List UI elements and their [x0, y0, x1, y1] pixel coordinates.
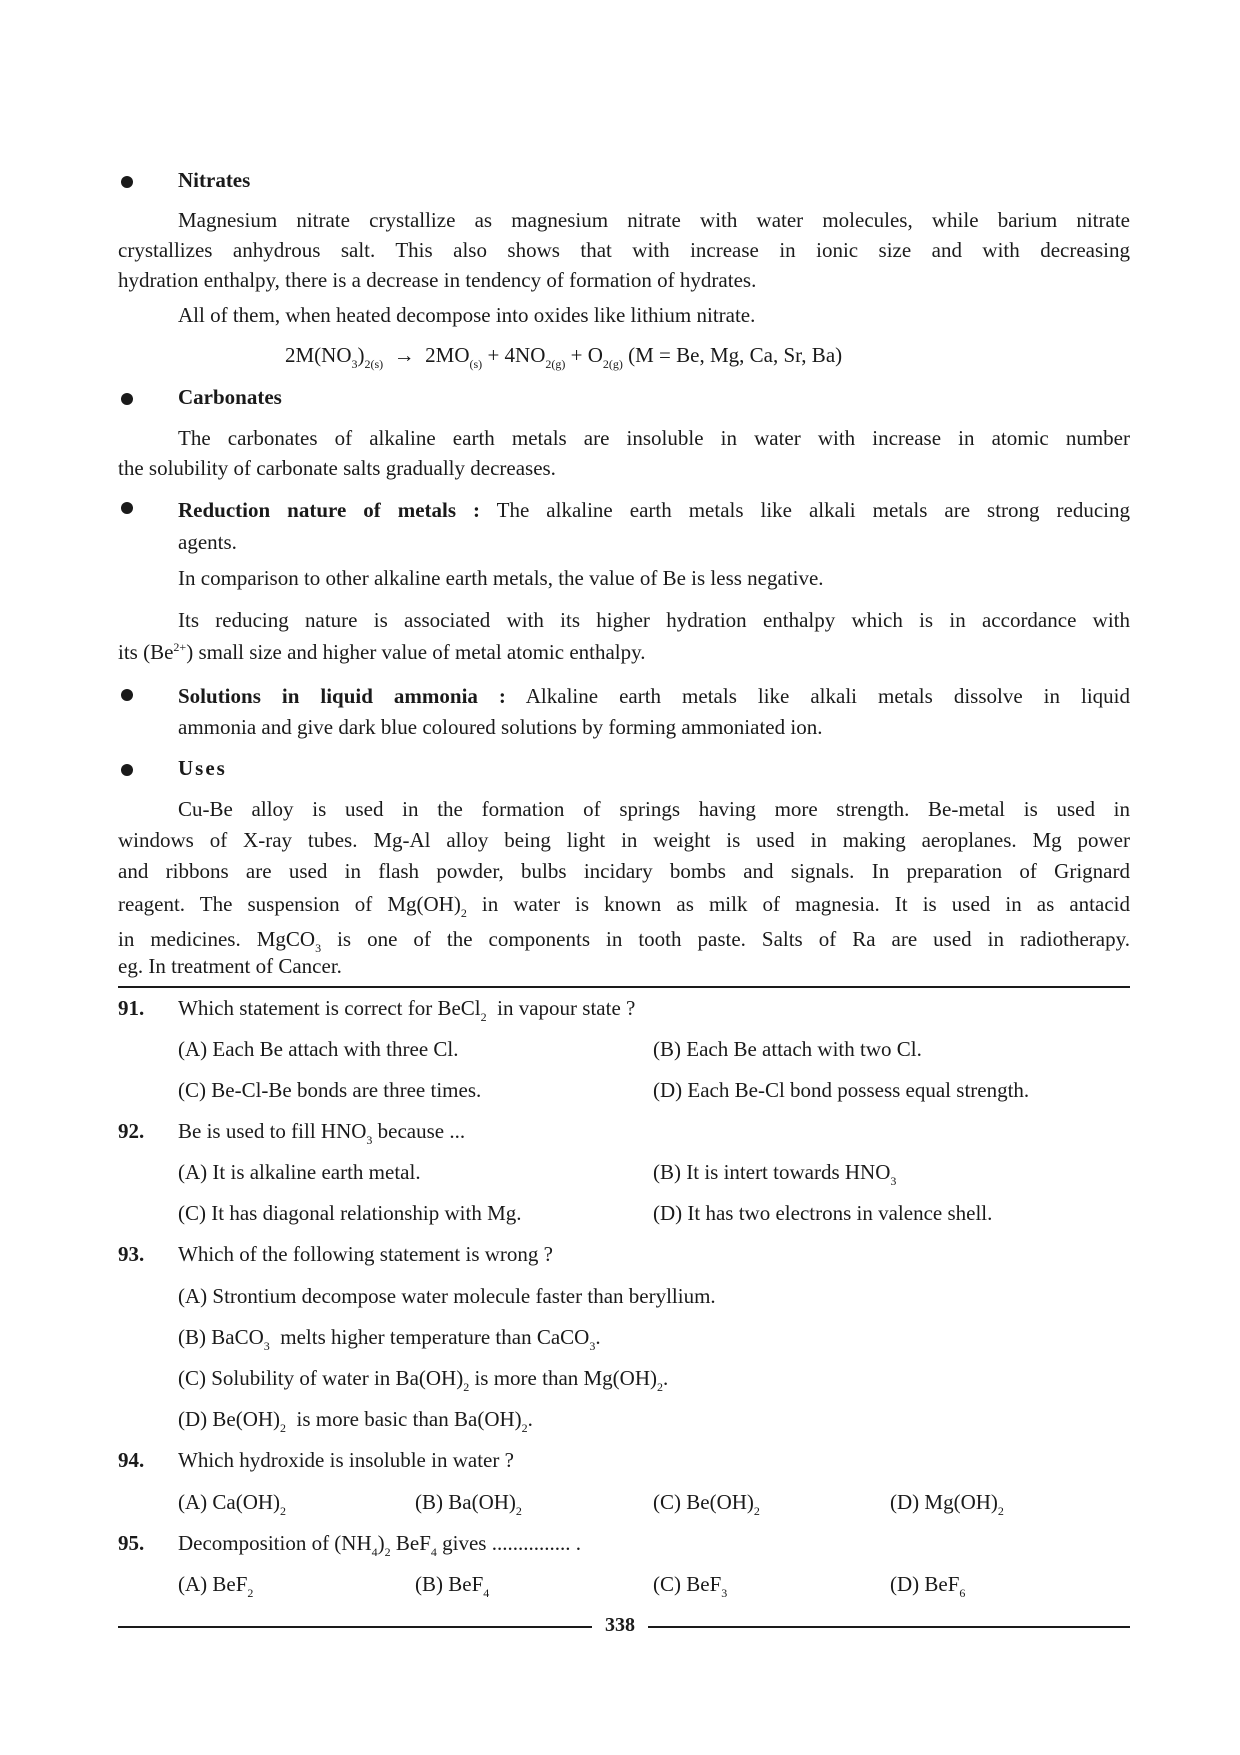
reduction-paragraph-2: In comparison to other alkaline earth metals, the value of Be is less negative. [178, 566, 824, 590]
text-part: BeF [395, 1531, 431, 1555]
subscript: 2 [997, 1504, 1004, 1518]
text-part: ) small size and higher value of metal atomic enthalpy. [186, 640, 646, 664]
text-line: eg. In treatment of Cancer. [118, 954, 342, 978]
subscript: 2 [280, 1421, 287, 1435]
option-d[interactable]: (D) It has two electrons in valence shell. [653, 1201, 993, 1225]
eq-part: (M = Be, Mg, Ca, Sr, Ba) [628, 343, 843, 367]
text-line: Its reducing nature is associated with its higher hydration enthalpy which is in accordance with [178, 608, 1130, 632]
subscript: 4 [371, 1545, 378, 1559]
option-c[interactable] [653, 1490, 760, 1518]
eq-sub: 2(s) [364, 357, 384, 371]
text-part: its (Be [118, 640, 174, 664]
text-line: the solubility of carbonate salts gradually decreases. [118, 456, 556, 480]
nitrates-paragraph-2: All of them, when heated decompose into oxides like lithium nitrate. [178, 303, 756, 327]
question-number: 95. [118, 1531, 145, 1555]
option-b[interactable]: (B) Each Be attach with two Cl. [653, 1037, 922, 1061]
eq-sub: 2(g) [545, 357, 566, 371]
text-line: agents. [178, 530, 237, 554]
text-part: is one of the components in tooth paste. Salts of Ra are used in radiotherapy. [337, 927, 1130, 951]
text-part: is more basic than Ba(OH) [296, 1407, 522, 1431]
text-part: (B) BaCO [178, 1325, 264, 1349]
text-line: The alkaline earth metals like alkali metals are strong reducing [496, 498, 1130, 522]
ammonia-paragraph [178, 681, 1130, 743]
text-part: . [595, 1325, 601, 1349]
text-part: (A) BeF [178, 1572, 248, 1596]
heading-nitrates: Nitrates [178, 168, 251, 192]
bullet-icon [121, 502, 133, 514]
subscript: 3 [721, 1586, 728, 1600]
subscript: 3 [315, 941, 322, 955]
eq-part: + O [570, 343, 603, 367]
option-c[interactable] [178, 1366, 669, 1394]
eq-sub: 2(g) [602, 357, 623, 371]
text-line: ammonia and give dark blue coloured solutions by forming ammoniated ion. [178, 715, 823, 739]
text-part: (A) Ca(OH) [178, 1490, 281, 1514]
text-part: reagent. The suspension of Mg(OH) [118, 892, 461, 916]
option-a[interactable]: (A) Strontium decompose water molecule faster than beryllium. [178, 1284, 716, 1308]
text-line: Alkaline earth metals like alkali metals dissolve in liquid [525, 684, 1130, 708]
footer-rule-right [648, 1626, 1130, 1628]
option-c[interactable] [653, 1572, 728, 1600]
option-d[interactable] [890, 1490, 1004, 1518]
subscript: 2 [657, 1380, 664, 1394]
subscript: 2 [247, 1586, 254, 1600]
question-number: 94. [118, 1448, 145, 1472]
subscript: 2 [460, 906, 467, 920]
eq-part: ) [357, 343, 365, 367]
text-part: (B) Ba(OH) [415, 1490, 516, 1514]
text-part: in water is known as milk of magnesia. It is used in as antacid [481, 892, 1130, 916]
subscript: 6 [959, 1586, 966, 1600]
heading-uses: Uses [178, 756, 227, 780]
reduction-paragraph [178, 494, 1130, 558]
heading-ammonia: Solutions in liquid ammonia : [178, 684, 506, 708]
question-text [178, 1531, 581, 1559]
text-part: (C) BeF [653, 1572, 722, 1596]
question-number: 93. [118, 1242, 145, 1266]
eq-part: 2M(NO [285, 343, 352, 367]
text-part: (B) It is intert towards HNO [653, 1160, 891, 1184]
text-part: (B) BeF [415, 1572, 484, 1596]
reduction-paragraph-3 [118, 604, 1130, 668]
bullet-icon [121, 764, 133, 776]
text-line: Magnesium nitrate crystallize as magnesium nitrate with water molecules, while barium nitrate [178, 208, 1130, 232]
text-part: (C) Be(OH) [653, 1490, 754, 1514]
eq-part: 2MO [425, 343, 470, 367]
option-b[interactable] [415, 1572, 490, 1600]
heading-carbonates: Carbonates [178, 385, 282, 409]
footer-rule-left [118, 1626, 592, 1628]
subscript: 2 [515, 1504, 522, 1518]
question-number: 92. [118, 1119, 145, 1143]
question-text: Which hydroxide is insoluble in water ? [178, 1448, 514, 1472]
option-b[interactable] [415, 1490, 522, 1518]
text-part: is more than Mg(OH) [474, 1366, 658, 1390]
text-part: Which statement is correct for BeCl [178, 996, 481, 1020]
arrow-icon: → [393, 343, 415, 367]
option-a[interactable] [178, 1572, 254, 1600]
page-number: 338 [605, 1614, 635, 1636]
subscript: 2 [521, 1421, 528, 1435]
subscript: 2 [753, 1504, 760, 1518]
text-part: Decomposition of (NH [178, 1531, 372, 1555]
question-number: 91. [118, 996, 145, 1020]
text-part: in vapour state ? [497, 996, 636, 1020]
option-a[interactable]: (A) It is alkaline earth metal. [178, 1160, 421, 1184]
text-part: Be is used to fill HNO [178, 1119, 367, 1143]
option-a[interactable] [178, 1490, 287, 1518]
text-part: in medicines. MgCO [118, 927, 316, 951]
question-text [178, 996, 636, 1024]
text-part: melts higher temperature than CaCO [280, 1325, 590, 1349]
text-line: The carbonates of alkaline earth metals are insoluble in water with increase in atomic number [178, 426, 1130, 450]
option-c[interactable]: (C) It has diagonal relationship with Mg. [178, 1201, 522, 1225]
text-line: windows of X-ray tubes. Mg-Al alloy being light in weight is used in making aeroplanes. Mg power [118, 828, 1130, 852]
subscript: 3 [366, 1133, 373, 1147]
option-d[interactable] [178, 1407, 533, 1435]
text-part: gives ............... . [442, 1531, 581, 1555]
subscript: 2 [280, 1504, 287, 1518]
eq-sub: 3 [351, 357, 358, 371]
text-line: and ribbons are used in flash powder, bulbs incidary bombs and signals. In preparation of Grignard [118, 859, 1130, 883]
text-part: (D) Be(OH) [178, 1407, 281, 1431]
question-text: Which of the following statement is wrong ? [178, 1242, 553, 1266]
subscript: 3 [263, 1339, 270, 1353]
subscript: 3 [890, 1174, 897, 1188]
text-part: because ... [377, 1119, 466, 1143]
subscript: 2 [463, 1380, 470, 1394]
subscript: 4 [430, 1545, 437, 1559]
option-b[interactable] [178, 1325, 601, 1353]
option-b[interactable] [653, 1160, 897, 1188]
text-part: (D) BeF [890, 1572, 960, 1596]
text-line: hydration enthalpy, there is a decrease in tendency of formation of hydrates. [118, 268, 757, 292]
text-part: (D) Mg(OH) [890, 1490, 998, 1514]
text-part: (C) Solubility of water in Ba(OH) [178, 1366, 464, 1390]
subscript: 4 [483, 1586, 490, 1600]
text-line: Cu-Be alloy is used in the formation of springs having more strength. Be-metal is used in [178, 797, 1130, 821]
bullet-icon [121, 393, 133, 405]
eq-part: + 4NO [487, 343, 546, 367]
uses-paragraph [118, 794, 1130, 982]
option-d[interactable] [890, 1572, 966, 1600]
subscript: 3 [589, 1339, 596, 1353]
section-divider [118, 986, 1130, 988]
text-part: . [663, 1366, 669, 1390]
nitrates-paragraph [118, 205, 1130, 295]
text-part: . [527, 1407, 533, 1431]
option-c[interactable]: (C) Be-Cl-Be bonds are three times. [178, 1078, 482, 1102]
decomposition-equation [285, 343, 843, 371]
subscript: 2 [384, 1545, 391, 1559]
question-text [178, 1119, 466, 1147]
carbonates-paragraph [118, 423, 1130, 483]
subscript: 2 [480, 1010, 487, 1024]
text-line: crystallizes anhydrous salt. This also shows that with increase in ionic size and with decreasing [118, 238, 1130, 262]
heading-reduction: Reduction nature of metals : [178, 498, 481, 522]
option-a[interactable]: (A) Each Be attach with three Cl. [178, 1037, 459, 1061]
superscript: 2+ [173, 640, 187, 654]
eq-sub: (s) [469, 357, 483, 371]
bullet-icon [121, 176, 133, 188]
text-part: ) [377, 1531, 385, 1555]
bullet-icon [121, 689, 133, 701]
option-d[interactable]: (D) Each Be-Cl bond possess equal strength. [653, 1078, 1030, 1102]
